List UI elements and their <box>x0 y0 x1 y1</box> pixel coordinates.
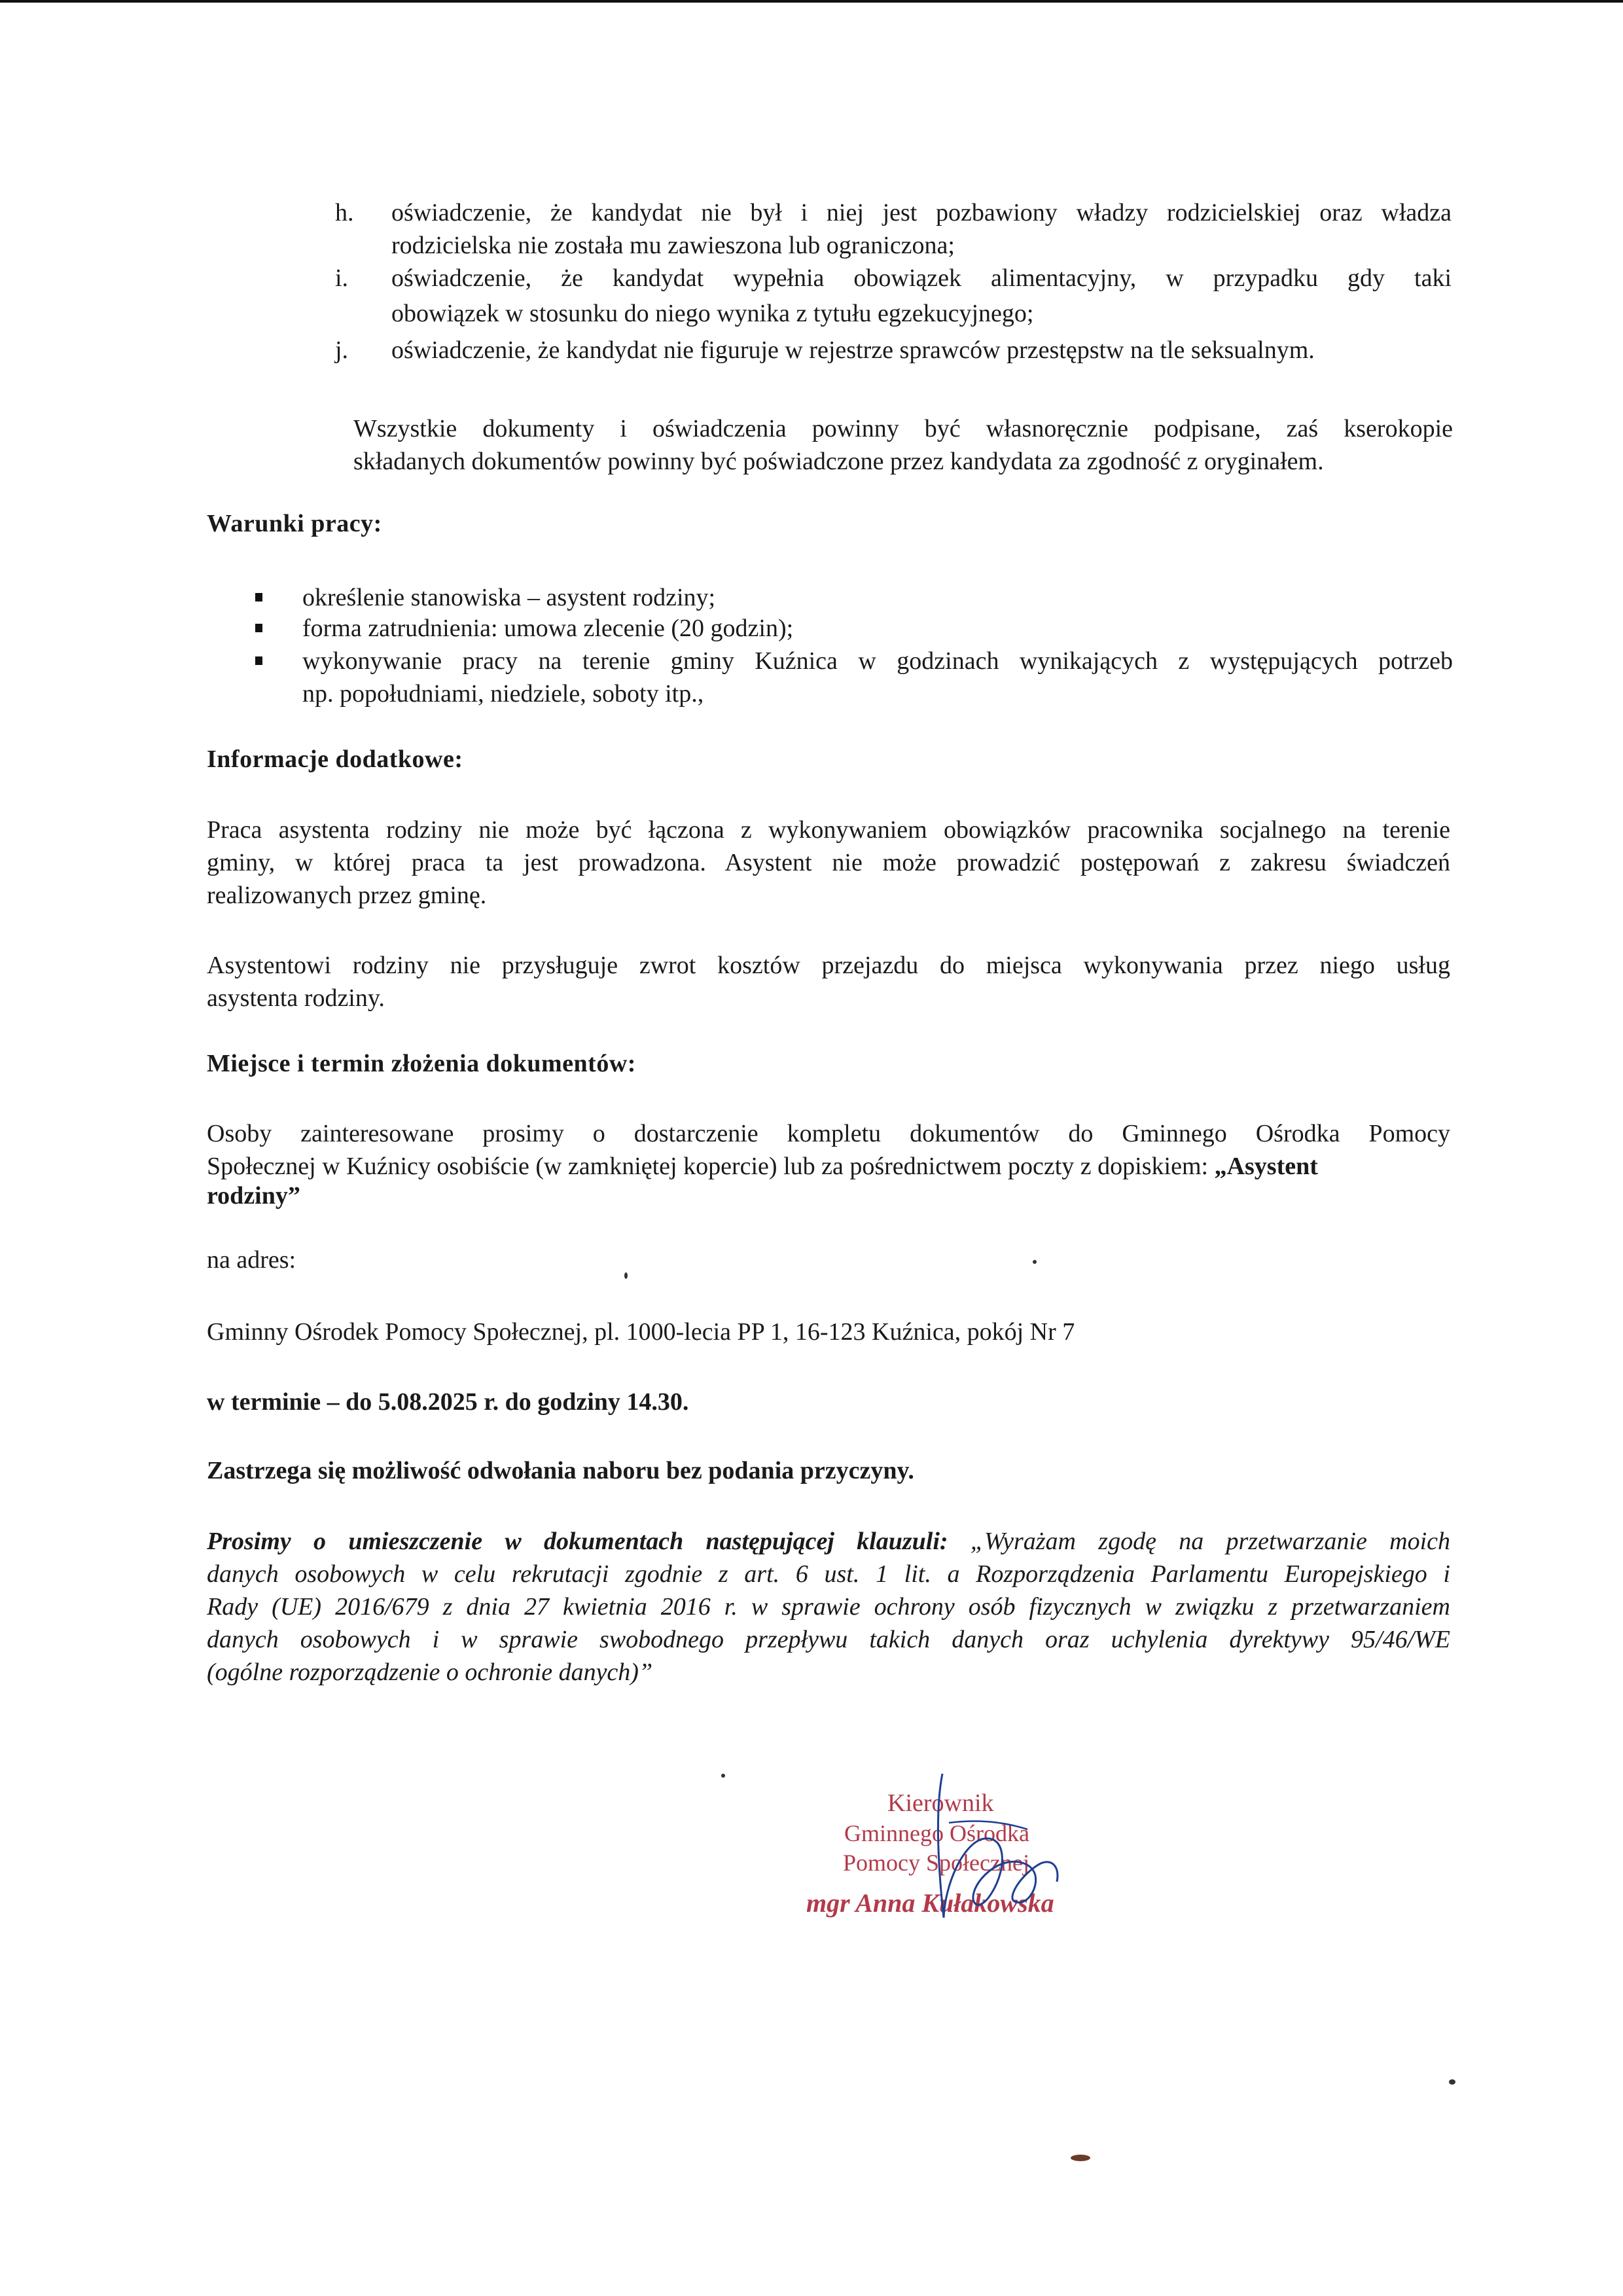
bullet-text: forma zatrudnienia: umowa zlecenie (20 godzin); <box>302 615 794 642</box>
envelope-note: rodziny” <box>207 1182 300 1210</box>
consent-clause-line: danych osobowych i w sprawie swobodnego przepływu takich danych oraz uchylenia dyrektywy 95/46/WE <box>207 1626 1450 1653</box>
section-heading-warunki: Warunki pracy: <box>207 510 382 537</box>
stamp-institution-line: Gminnego Ośrodka <box>844 1820 1029 1846</box>
submission-text: Społecznej w Kuźnicy osobiście (w zamkniętej kopercie) lub za pośrednictwem poczty z dopiskiem: <box>207 1153 1215 1180</box>
scan-speck <box>1033 1260 1037 1264</box>
consent-clause-text: „Wyrażam zgodę na przetwarzanie moich <box>948 1528 1450 1555</box>
reservation-note: Zastrzega się możliwość odwołania naboru bez podania przyczyny. <box>207 1457 914 1484</box>
list-marker: h. <box>335 199 354 226</box>
info-paragraph-line: gminy, w której praca ta jest prowadzona. Asystent nie może prowadzić postępowań z zakresu świadczeń <box>207 849 1450 876</box>
submission-paragraph-line: Osoby zainteresowane prosimy o dostarczenie kompletu dokumentów do Gminnego Ośrodka Pomocy <box>207 1120 1450 1147</box>
info-paragraph-line: asystenta rodziny. <box>207 984 385 1012</box>
info-paragraph-line: Praca asystenta rodziny nie może być łączona z wykonywaniem obowiązków pracownika socjalnego na terenie <box>207 816 1450 844</box>
list-marker: j. <box>335 336 349 364</box>
info-paragraph-line: Asystentowi rodziny nie przysługuje zwrot kosztów przejazdu do miejsca wykonywania przez niego usług <box>207 952 1450 979</box>
scan-speck <box>721 1774 725 1778</box>
consent-clause-lead: Prosimy o umieszczenie w dokumentach następującej klauzuli: <box>207 1528 948 1555</box>
signatures-note-line: Wszystkie dokumenty i oświadczenia powinny być własnoręcznie podpisane, zaś kserokopie <box>353 415 1453 442</box>
info-paragraph-line: realizowanych przez gminę. <box>207 882 487 909</box>
consent-clause-line: danych osobowych w celu rekrutacji zgodnie z art. 6 ust. 1 lit. a Rozporządzenia Parlamentu Europejskiego i <box>207 1560 1450 1588</box>
scan-speck <box>1071 2155 1090 2161</box>
address-label: na adres: <box>207 1246 296 1274</box>
list-item-line: oświadczenie, że kandydat nie był i niej jest pozbawiony władzy rodzicielskiej oraz władza <box>391 199 1452 226</box>
bullet-icon <box>255 624 262 632</box>
envelope-note: „Asystent <box>1214 1153 1318 1180</box>
bullet-text: wykonywanie pracy na terenie gminy Kuźnica w godzinach wynikających z występujących potrzeb <box>302 647 1453 675</box>
consent-clause-line: Rady (UE) 2016/679 z dnia 27 kwietnia 2016 r. w sprawie ochrony osób fizycznych w związku z przetwarzaniem <box>207 1593 1450 1621</box>
scan-speck <box>624 1272 628 1279</box>
scan-speck <box>1449 2079 1455 2085</box>
submission-paragraph-line <box>207 1150 1450 1183</box>
address: Gminny Ośrodek Pomocy Społecznej, pl. 1000-lecia PP 1, 16-123 Kuźnica, pokój Nr 7 <box>207 1318 1075 1346</box>
bullet-text: np. popołudniami, niedziele, soboty itp., <box>302 680 704 708</box>
page-top-border <box>0 0 1623 3</box>
signatures-note-line: składanych dokumentów powinny być poświadczone przez kandydata za zgodność z oryginałem. <box>353 448 1324 475</box>
stamp-institution-line: Pomocy Społecznej <box>843 1850 1029 1876</box>
list-item-line: rodzicielska nie została mu zawieszona lub ograniczona; <box>391 232 955 259</box>
list-marker: i. <box>335 264 349 292</box>
section-heading-informacje: Informacje dodatkowe: <box>207 745 463 773</box>
consent-clause-line: (ogólne rozporządzenie o ochronie danych)” <box>207 1659 653 1686</box>
list-item-line: obowiązek w stosunku do niego wynika z tytułu egzekucyjnego; <box>391 300 1034 327</box>
handwritten-signature-icon <box>903 1767 1086 1937</box>
consent-clause-line <box>207 1525 1450 1558</box>
bullet-icon <box>255 656 262 665</box>
section-heading-miejsce: Miejsce i termin złożenia dokumentów: <box>207 1050 636 1077</box>
bullet-icon <box>255 593 262 601</box>
stamp-title: Kierownik <box>887 1789 994 1817</box>
deadline: w terminie – do 5.08.2025 r. do godziny 14.30. <box>207 1388 689 1416</box>
stamp-name: mgr Anna Kułakowska <box>806 1888 1054 1918</box>
list-item-line: oświadczenie, że kandydat wypełnia obowiązek alimentacyjny, w przypadku gdy taki <box>391 264 1452 292</box>
list-item-line: oświadczenie, że kandydat nie figuruje w rejestrze sprawców przestępstw na tle seksualnym. <box>391 336 1315 364</box>
bullet-text: określenie stanowiska – asystent rodziny; <box>302 584 716 611</box>
